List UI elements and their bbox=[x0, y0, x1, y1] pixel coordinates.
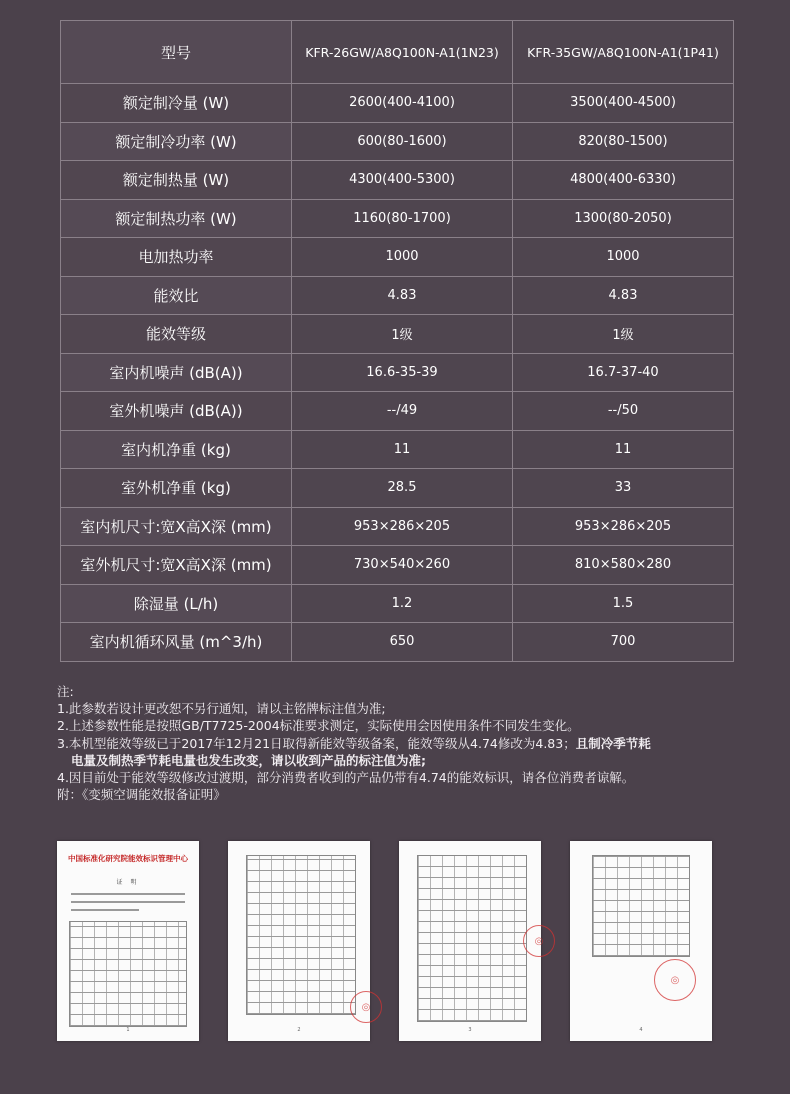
table-row bbox=[61, 469, 734, 508]
row-value-b: 4.83 bbox=[513, 276, 734, 315]
row-value-a: 600(80-1600) bbox=[292, 122, 513, 161]
note-4: 4.因目前处于能效等级修改过渡期，部分消费者收到的产品仍带有4.74的能效标识，请各位消费者谅解。 bbox=[57, 770, 635, 786]
table-row bbox=[61, 122, 734, 161]
table-row bbox=[61, 430, 734, 469]
page-number: 3 bbox=[468, 1027, 472, 1033]
row-label: 额定制热量 (W) bbox=[61, 161, 292, 200]
row-value-b: 3500(400-4500) bbox=[513, 84, 734, 123]
row-label: 额定制热功率 (W) bbox=[61, 199, 292, 238]
row-label: 额定制冷功率 (W) bbox=[61, 122, 292, 161]
notes-block bbox=[57, 683, 757, 803]
row-value-a: 11 bbox=[292, 430, 513, 469]
row-value-b: 700 bbox=[513, 623, 734, 662]
certificate-table bbox=[417, 855, 527, 1022]
row-label: 室内机尺寸:宽X高X深 (mm) bbox=[61, 507, 292, 546]
table-row bbox=[61, 238, 734, 277]
table-row bbox=[61, 392, 734, 431]
certificate-page-4[interactable] bbox=[570, 841, 712, 1041]
row-label: 室外机尺寸:宽X高X深 (mm) bbox=[61, 546, 292, 585]
row-value-a: 953×286×205 bbox=[292, 507, 513, 546]
certificate-page-3[interactable] bbox=[399, 841, 544, 1041]
table-row bbox=[61, 199, 734, 238]
row-label: 能效等级 bbox=[61, 315, 292, 354]
note-2: 2.上述参数性能是按照GB/T7725-2004标准要求测定，实际使用会因使用条件不同发生变化。 bbox=[57, 718, 580, 734]
table-row bbox=[61, 584, 734, 623]
row-value-a: 730×540×260 bbox=[292, 546, 513, 585]
row-label: 电加热功率 bbox=[61, 238, 292, 277]
row-value-b: 4800(400-6330) bbox=[513, 161, 734, 200]
certificate-text-line bbox=[71, 909, 139, 911]
notes-heading: 注: bbox=[57, 684, 74, 699]
certificate-table bbox=[592, 855, 690, 957]
row-value-a: 4.83 bbox=[292, 276, 513, 315]
row-value-b: 1.5 bbox=[513, 584, 734, 623]
row-value-a: 1.2 bbox=[292, 584, 513, 623]
table-row bbox=[61, 623, 734, 662]
row-label: 室外机噪声 (dB(A)) bbox=[61, 392, 292, 431]
row-value-b: 33 bbox=[513, 469, 734, 508]
certificate-org-title: 中国标准化研究院能效标识管理中心 bbox=[68, 854, 188, 863]
row-label: 室内机噪声 (dB(A)) bbox=[61, 353, 292, 392]
table-header-row bbox=[61, 21, 734, 84]
certificate-page-1[interactable] bbox=[57, 841, 199, 1041]
table-row bbox=[61, 84, 734, 123]
row-label: 除湿量 (L/h) bbox=[61, 584, 292, 623]
row-value-a: 1000 bbox=[292, 238, 513, 277]
certificate-table bbox=[69, 921, 187, 1027]
note-3-bold: 且制冷季节耗 bbox=[575, 735, 651, 751]
row-value-b: 16.7-37-40 bbox=[513, 353, 734, 392]
row-label: 室内机净重 (kg) bbox=[61, 430, 292, 469]
certificate-text-line bbox=[71, 901, 185, 903]
certificate-heading: 证 明 bbox=[116, 879, 140, 886]
stamp-icon: ◎ bbox=[654, 959, 696, 1001]
row-value-b: 953×286×205 bbox=[513, 507, 734, 546]
row-value-a: 28.5 bbox=[292, 469, 513, 508]
table-row bbox=[61, 353, 734, 392]
row-value-a: --/49 bbox=[292, 392, 513, 431]
stamp-icon: ◎ bbox=[523, 925, 555, 957]
row-value-b: 1级 bbox=[513, 315, 734, 354]
page-number: 1 bbox=[126, 1027, 130, 1033]
page-number: 4 bbox=[639, 1027, 643, 1033]
certificate-page-2[interactable] bbox=[228, 841, 370, 1041]
row-value-b: --/50 bbox=[513, 392, 734, 431]
header-label: 型号 bbox=[61, 21, 292, 84]
row-value-a: 650 bbox=[292, 623, 513, 662]
attachment-note: 附：《变频空调能效报备证明》 bbox=[57, 787, 226, 803]
row-value-b: 810×580×280 bbox=[513, 546, 734, 585]
spec-table bbox=[60, 20, 734, 662]
row-value-a: 4300(400-5300) bbox=[292, 161, 513, 200]
row-value-a: 1160(80-1700) bbox=[292, 199, 513, 238]
stamp-icon: ◎ bbox=[350, 991, 382, 1023]
table-row bbox=[61, 315, 734, 354]
certificate-text-line bbox=[71, 893, 185, 895]
row-value-a: 2600(400-4100) bbox=[292, 84, 513, 123]
table-row bbox=[61, 161, 734, 200]
row-value-b: 820(80-1500) bbox=[513, 122, 734, 161]
row-label: 能效比 bbox=[61, 276, 292, 315]
note-3 bbox=[57, 735, 757, 752]
row-value-b: 1300(80-2050) bbox=[513, 199, 734, 238]
row-value-b: 1000 bbox=[513, 238, 734, 277]
page-number: 2 bbox=[297, 1027, 301, 1033]
row-value-a: 16.6-35-39 bbox=[292, 353, 513, 392]
row-label: 室外机净重 (kg) bbox=[61, 469, 292, 508]
row-value-a: 1级 bbox=[292, 315, 513, 354]
note-3-continued: 电量及制热季节耗电量也发生改变，请以收到产品的标注值为准; bbox=[71, 752, 427, 768]
header-model-b: KFR-35GW/A8Q100N-A1(1P41) bbox=[513, 21, 734, 84]
certificate-table bbox=[246, 855, 356, 1015]
table-row bbox=[61, 546, 734, 585]
header-model-a: KFR-26GW/A8Q100N-A1(1N23) bbox=[292, 21, 513, 84]
row-label: 额定制冷量 (W) bbox=[61, 84, 292, 123]
row-value-b: 11 bbox=[513, 430, 734, 469]
table-row bbox=[61, 507, 734, 546]
note-3-text: 3.本机型能效等级已于2017年12月21日取得新能效等级备案，能效等级从4.74修改为4.83； bbox=[57, 735, 576, 751]
row-label: 室内机循环风量 (m^3/h) bbox=[61, 623, 292, 662]
table-row bbox=[61, 276, 734, 315]
note-1: 1.此参数若设计更改恕不另行通知，请以主铭牌标注值为准; bbox=[57, 701, 386, 717]
